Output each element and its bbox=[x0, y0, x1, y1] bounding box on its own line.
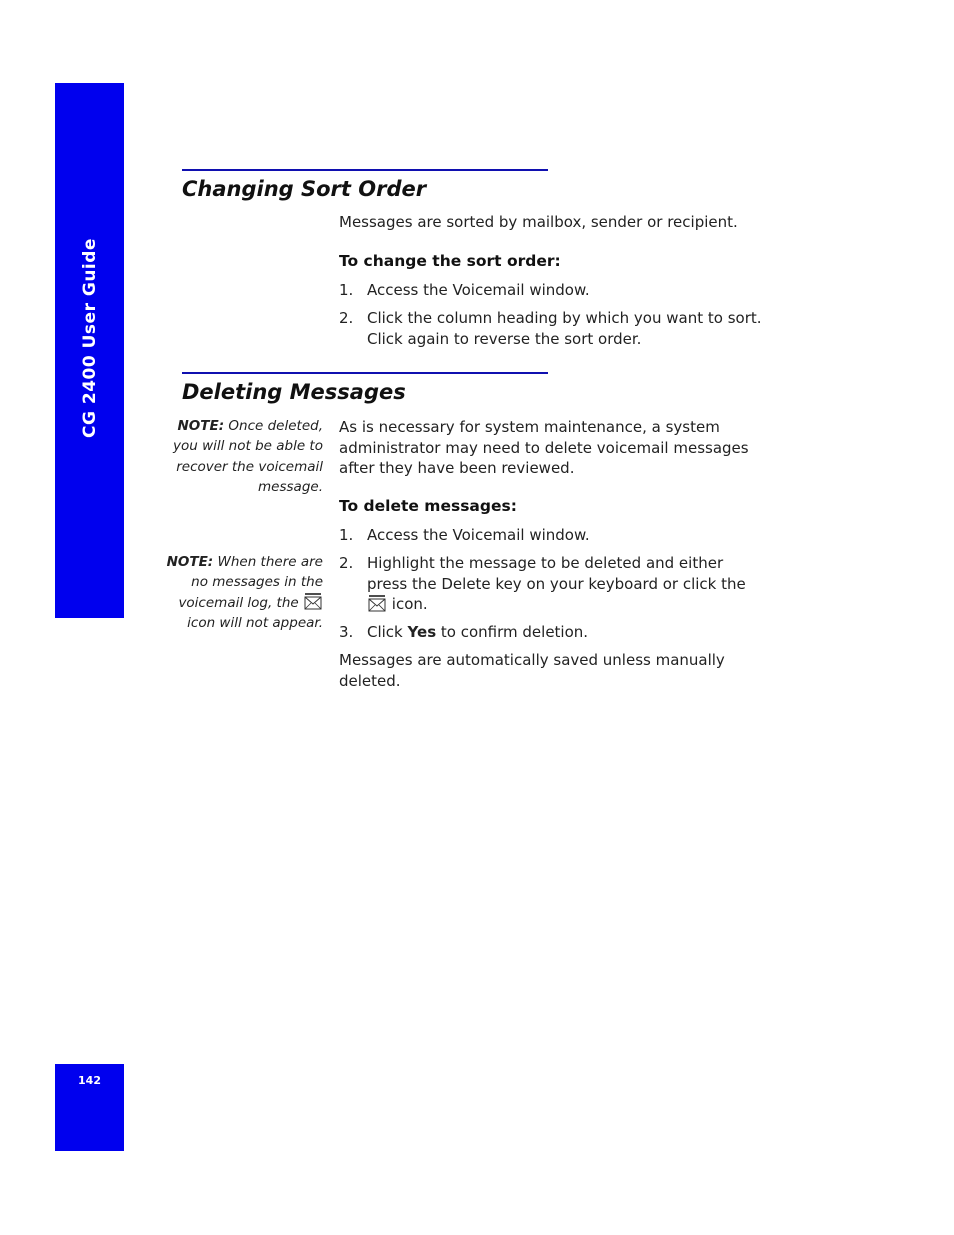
note-text-end: icon will not appear. bbox=[187, 614, 323, 631]
sort-intro: Messages are sorted by mailbox, sender or recipient. bbox=[339, 213, 738, 231]
delete-subheading: To delete messages: bbox=[339, 497, 517, 515]
step-text bbox=[339, 622, 759, 643]
guide-title: CG 2400 User Guide bbox=[80, 238, 100, 438]
delete-step-3 bbox=[339, 622, 759, 643]
sort-subheading: To change the sort order: bbox=[339, 252, 561, 270]
heading-deleting-messages: Deleting Messages bbox=[182, 380, 406, 404]
section-rule bbox=[182, 169, 548, 171]
sort-step-1 bbox=[339, 280, 759, 301]
step-number: 3. bbox=[339, 623, 354, 641]
note-label: NOTE: bbox=[166, 554, 214, 570]
note-text: Once deleted, you will not be able to recover the voicemail message. bbox=[173, 418, 323, 495]
note-no-messages bbox=[150, 552, 323, 633]
delete-step-1 bbox=[339, 525, 759, 546]
step-number: 2. bbox=[339, 309, 354, 327]
page-number: 142 bbox=[78, 1074, 101, 1087]
note-label: NOTE: bbox=[177, 418, 225, 434]
step-text bbox=[339, 553, 749, 615]
note-text: When there are no messages in the voicemail log, the bbox=[178, 554, 323, 611]
step-number: 1. bbox=[339, 526, 354, 544]
envelope-icon bbox=[367, 595, 387, 612]
delete-intro: As is necessary for system maintenance, a system administrator may need to delete voicemail messages after they have been reviewed. bbox=[339, 418, 749, 477]
note-once-deleted bbox=[150, 416, 323, 497]
delete-step-2 bbox=[339, 553, 749, 615]
yes-label: Yes bbox=[407, 623, 437, 641]
step-text-after: icon. bbox=[391, 595, 428, 613]
delete-closing: Messages are automatically saved unless manually deleted. bbox=[339, 651, 725, 690]
section-rule bbox=[182, 372, 548, 374]
step-text-after: to confirm deletion. bbox=[440, 623, 589, 641]
step-text-before: Click bbox=[367, 623, 403, 641]
step-text: Access the Voicemail window. bbox=[367, 281, 590, 299]
step-text: Access the Voicemail window. bbox=[367, 526, 590, 544]
heading-changing-sort-order: Changing Sort Order bbox=[182, 177, 427, 201]
step-text-before: Highlight the message to be deleted and either press the Delete key on your keyboard or click the bbox=[367, 554, 746, 593]
step-number: 1. bbox=[339, 281, 354, 299]
sort-step-2 bbox=[339, 308, 769, 349]
step-text: Click the column heading by which you want to sort. Click again to reverse the sort order. bbox=[367, 309, 762, 348]
envelope-icon bbox=[303, 593, 323, 610]
step-number: 2. bbox=[339, 554, 354, 572]
page-number-tab bbox=[55, 1064, 124, 1151]
